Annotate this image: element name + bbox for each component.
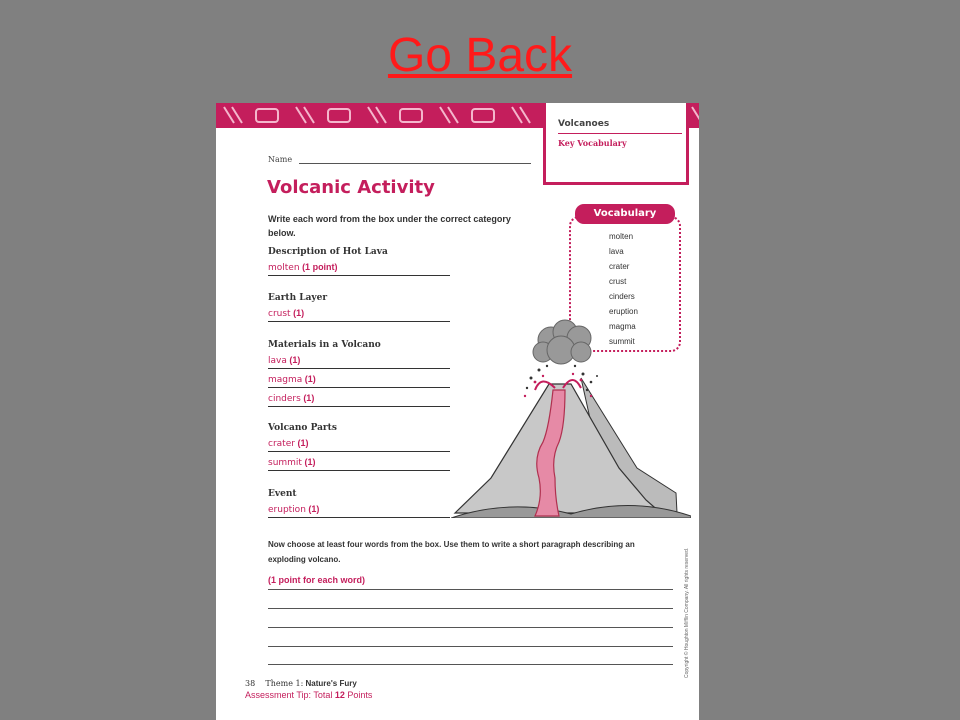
theme-footer — [245, 679, 357, 688]
instructions: Write each word from the box under the correct category below. — [268, 214, 511, 238]
answer-points: (1) — [304, 457, 316, 467]
copyright-notice: Copyright © Houghton Mifflin Company. All rights reserved. — [684, 547, 690, 678]
theme-name: Nature's Fury — [305, 679, 357, 688]
tip-label: Assessment Tip: Total — [245, 690, 333, 700]
answer-points: (1) — [293, 308, 305, 318]
answer-word: molten — [268, 263, 300, 273]
answer-word: summit — [268, 458, 302, 468]
vocab-word: summit — [609, 337, 635, 346]
section-label: Key Vocabulary — [558, 138, 627, 148]
category-heading: Volcano Parts — [268, 423, 337, 433]
answer-points: (1 point) — [302, 262, 338, 272]
writing-line — [268, 608, 673, 609]
assessment-tip — [245, 690, 372, 700]
answer-line — [268, 355, 450, 369]
vocab-word: eruption — [609, 307, 638, 316]
page-number: 38 — [245, 679, 256, 688]
answer-line — [268, 374, 450, 388]
answer-word: lava — [268, 356, 287, 366]
unit-label: Volcanoes — [558, 119, 610, 129]
vocab-word: magma — [609, 322, 636, 331]
writing-line — [268, 664, 673, 665]
answer-word: crater — [268, 439, 295, 449]
writing-line — [268, 627, 673, 628]
theme-label: Theme 1: — [265, 679, 304, 688]
answer-line — [268, 262, 450, 276]
paragraph-prompt: Now choose at least four words from the box. Use them to write a short paragraph describing an exploding volcano. — [268, 540, 635, 564]
name-line — [299, 163, 531, 164]
answer-line — [268, 308, 450, 322]
vocab-word: molten — [609, 232, 634, 241]
answer-word: crust — [268, 309, 291, 319]
answer-line — [268, 438, 450, 452]
category-heading: Event — [268, 489, 297, 499]
vocab-word: crust — [609, 277, 627, 286]
worksheet-page — [216, 103, 699, 720]
section-tab — [543, 103, 689, 185]
writing-line — [268, 589, 673, 590]
answer-points: (1) — [297, 438, 309, 448]
answer-line — [268, 457, 450, 471]
vocab-word: cinders — [609, 292, 635, 301]
tip-suffix: Points — [347, 690, 373, 700]
answer-points: (1) — [304, 374, 316, 384]
answer-word: eruption — [268, 505, 306, 515]
page-title: Volcanic Activity — [267, 177, 435, 198]
volcano-illustration — [451, 318, 691, 518]
vocab-word: lava — [609, 247, 624, 256]
answer-points: (1) — [308, 504, 320, 514]
vocabulary-header: Vocabulary — [575, 204, 675, 224]
answer-word: cinders — [268, 394, 301, 404]
answer-word: magma — [268, 375, 303, 385]
vocab-word: crater — [609, 262, 630, 271]
writing-line — [268, 646, 673, 647]
category-heading: Description of Hot Lava — [268, 247, 388, 257]
answer-line — [268, 393, 450, 407]
category-heading: Materials in a Volcano — [268, 340, 381, 350]
paragraph-points: (1 point for each word) — [268, 575, 366, 585]
answer-points: (1) — [289, 355, 301, 365]
category-heading: Earth Layer — [268, 293, 328, 303]
name-label: Name — [268, 155, 293, 164]
answer-line — [268, 504, 450, 518]
answer-points: (1) — [303, 393, 315, 403]
go-back-link[interactable]: Go Back — [387, 29, 573, 82]
tip-total: 12 — [334, 690, 345, 700]
